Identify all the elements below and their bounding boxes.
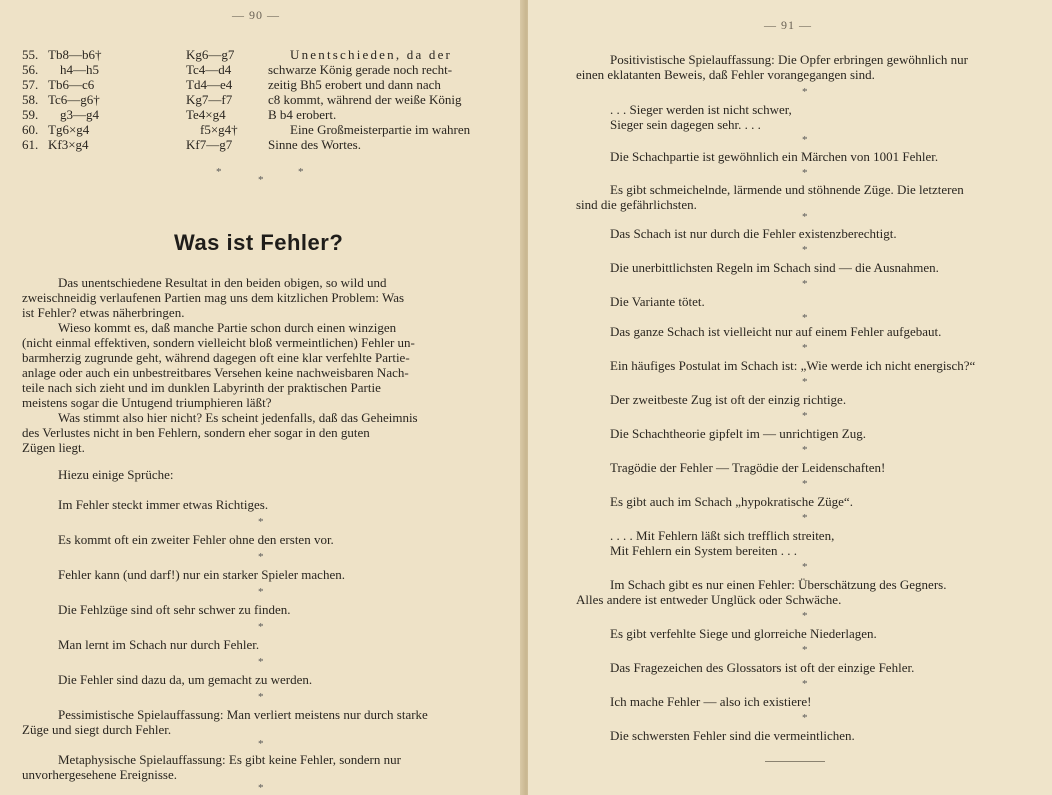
section-heading: Was ist Fehler? — [174, 230, 344, 255]
move-white: g3—g4 — [60, 107, 99, 122]
text-line: Was stimmt also hier nicht? Es scheint jedenfalls, daß das Geheimnis — [58, 410, 418, 425]
end-rule — [765, 761, 825, 762]
text-line: (nicht einmal effektiven, sondern vielleicht bloß vermeintlichen) Fehler un- — [22, 335, 415, 350]
move-black: Kg6—g7 — [186, 47, 235, 62]
verse-line: Mit Fehlern ein System bereiten . . . — [610, 543, 798, 558]
text-line: ist Fehler? etwas näherbringen. — [22, 305, 185, 320]
annotation-line: Unentschieden, da der — [290, 47, 453, 62]
move-number: 61. — [22, 137, 39, 152]
move-number: 57. — [22, 77, 39, 92]
asterisk-divider: * — [802, 444, 808, 456]
saying: Ich mache Fehler — also ich existiere! — [610, 694, 812, 709]
move-white: Tb6—c6 — [48, 77, 95, 92]
move-white: Tc6—g6† — [48, 92, 100, 107]
asterisk-divider: * — [802, 376, 808, 388]
saying: Die unerbittlichsten Regeln im Schach sind — die Ausnahmen. — [610, 260, 939, 275]
text-line: meistens sogar die Untugend triumphieren läßt? — [22, 395, 272, 410]
move-white: Tg6×g4 — [48, 122, 90, 137]
asterisk-divider: * — [802, 610, 808, 622]
move-number: 56. — [22, 62, 39, 77]
text-line: teile nach sich zieht und im dunklen Labyrinth der praktischen Partie — [22, 380, 381, 395]
move-black: Te4×g4 — [186, 107, 226, 122]
saying: Die Variante tötet. — [610, 294, 705, 309]
asterisk-divider: * — [258, 621, 264, 633]
saying: Die Schachpartie ist gewöhnlich ein Märchen von 1001 Fehler. — [610, 149, 939, 164]
verse-line: . . . Sieger werden ist nicht schwer, — [610, 102, 792, 117]
annotation-line: Sinne des Wortes. — [268, 137, 361, 152]
left-page — [0, 0, 524, 795]
asterisk-divider: * — [258, 782, 264, 794]
saying: Das Schach ist nur durch die Fehler existenzberechtigt. — [610, 226, 897, 241]
asterisk-divider: * — [258, 691, 264, 703]
saying: Die Fehlzüge sind oft sehr schwer zu finden. — [58, 602, 291, 617]
move-black: f5×g4† — [200, 122, 238, 137]
text-line: Zügen liegt. — [22, 440, 85, 455]
move-black: Tc4—d4 — [186, 62, 232, 77]
asterisk-divider: * — [802, 678, 808, 690]
asterisk-divider: * — [802, 86, 808, 98]
move-white: Kf3×g4 — [48, 137, 89, 152]
saying: Fehler kann (und darf!) nur ein starker Spieler machen. — [58, 567, 345, 582]
page-number-right: — 91 — — [764, 18, 812, 32]
asterisk-divider: * — [802, 312, 808, 324]
text-line: barmherzig zugrunde geht, während dagegen oft eine klar verfehlte Partie- — [22, 350, 410, 365]
asterisk-divider: * — [802, 211, 808, 223]
verse-line: Sieger sein dagegen sehr. . . . — [610, 117, 761, 132]
text-line: Positivistische Spielauffassung: Die Opfer erbringen gewöhnlich nur — [610, 52, 968, 67]
annotation-line: Eine Großmeisterpartie im wahren — [290, 122, 471, 137]
move-white: h4—h5 — [60, 62, 99, 77]
asterisk-divider: * — [258, 516, 264, 528]
saying: Es gibt verfehlte Siege und glorreiche Niederlagen. — [610, 626, 877, 641]
saying: Metaphysische Spielauffassung: Es gibt keine Fehler, sondern nur — [58, 752, 401, 767]
saying: Züge und siegt durch Fehler. — [22, 722, 172, 737]
saying: Das ganze Schach ist vielleicht nur auf einem Fehler aufgebaut. — [610, 324, 942, 339]
asterisk-divider: * — [802, 167, 808, 179]
asterisk-divider: * — [802, 244, 808, 256]
move-black: Kf7—g7 — [186, 137, 233, 152]
saying: sind die gefährlichsten. — [576, 197, 697, 212]
move-black: Kg7—f7 — [186, 92, 233, 107]
saying: Alles andere ist entweder Unglück oder Schwäche. — [576, 592, 842, 607]
move-number: 59. — [22, 107, 39, 122]
asterisk-divider: * — [258, 174, 264, 186]
asterisk-divider: * — [802, 561, 808, 573]
move-number: 60. — [22, 122, 39, 137]
annotation-line: zeitig Bh5 erobert und dann nach — [268, 77, 441, 92]
saying: Man lernt im Schach nur durch Fehler. — [58, 637, 260, 652]
saying: Tragödie der Fehler — Tragödie der Leidenschaften! — [610, 460, 886, 475]
saying: Die schwersten Fehler sind die vermeintlichen. — [610, 728, 855, 743]
asterisk-divider: * — [802, 342, 808, 354]
saying: Es kommt oft ein zweiter Fehler ohne den ersten vor. — [58, 532, 334, 547]
saying: Die Fehler sind dazu da, um gemacht zu werden. — [58, 672, 313, 687]
asterisk-divider: * — [802, 512, 808, 524]
text-line: zweischneidig verlaufenen Partien mag uns dem kitzlichen Problem: Was — [22, 290, 405, 305]
saying: Das Fragezeichen des Glossators ist oft der einzige Fehler. — [610, 660, 915, 675]
asterisk-divider: * — [298, 166, 304, 178]
asterisk-divider: * — [802, 410, 808, 422]
move-number: 58. — [22, 92, 39, 107]
asterisk-divider: * — [258, 551, 264, 563]
saying: Im Fehler steckt immer etwas Richtiges. — [58, 497, 269, 512]
saying: Es gibt schmeichelnde, lärmende und stöhnende Züge. Die letzteren — [610, 182, 964, 197]
asterisk-divider: * — [216, 166, 222, 178]
saying: Die Schachtheorie gipfelt im — unrichtigen Zug. — [610, 426, 866, 441]
verse-line: . . . . Mit Fehlern läßt sich trefflich streiten, — [610, 528, 835, 543]
asterisk-divider: * — [802, 478, 808, 490]
saying: Im Schach gibt es nur einen Fehler: Überschätzung des Gegners. — [610, 577, 947, 592]
move-number: 55. — [22, 47, 39, 62]
text-line: anlage oder auch ein unbestreitbares Versehen keine nachweisbaren Nach- — [22, 365, 409, 380]
text-line: einen eklatanten Beweis, daß Fehler vorangegangen sind. — [576, 67, 875, 82]
asterisk-divider: * — [802, 134, 808, 146]
saying: Es gibt auch im Schach „hypokratische Züge“. — [610, 494, 853, 509]
sayings-intro: Hiezu einige Sprüche: — [58, 467, 174, 482]
asterisk-divider: * — [802, 278, 808, 290]
text-line: Das unentschiedene Resultat in den beiden obigen, so wild und — [58, 275, 387, 290]
saying: Pessimistische Spielauffassung: Man verliert meistens nur durch starke — [58, 707, 428, 722]
saying: Der zweitbeste Zug ist oft der einzig richtige. — [610, 392, 847, 407]
move-black: Td4—e4 — [186, 77, 233, 92]
asterisk-divider: * — [802, 644, 808, 656]
annotation-line: B b4 erobert. — [268, 107, 337, 122]
text-line: des Verlustes nicht in ben Fehlern, sondern eher sogar in den guten — [22, 425, 370, 440]
saying: Ein häufiges Postulat im Schach ist: „Wie werde ich nicht energisch?“ — [610, 358, 976, 373]
text-line: Wieso kommt es, daß manche Partie schon durch einen winzigen — [58, 320, 397, 335]
asterisk-divider: * — [258, 738, 264, 750]
asterisk-divider: * — [258, 656, 264, 668]
annotation-line: schwarze König gerade noch recht- — [268, 62, 453, 77]
move-white: Tb8—b6† — [48, 47, 102, 62]
page-number-left: — 90 — — [232, 8, 280, 22]
right-page — [528, 0, 1052, 795]
saying: unvorhergesehene Ereignisse. — [22, 767, 177, 782]
asterisk-divider: * — [258, 586, 264, 598]
annotation-line: c8 kommt, während der weiße König — [268, 92, 462, 107]
asterisk-divider: * — [802, 712, 808, 724]
